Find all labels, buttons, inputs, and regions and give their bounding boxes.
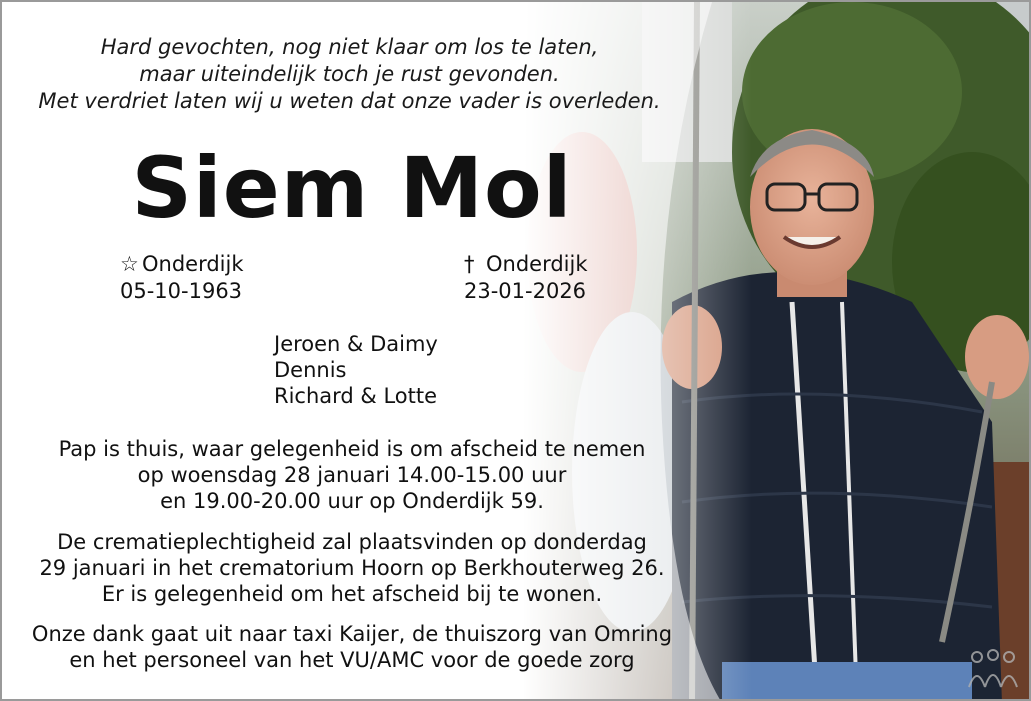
death-info xyxy=(464,251,588,305)
text-line: en 19.00-20.00 uur op Onderdijk 59. xyxy=(160,489,544,513)
text-line: Er is gelegenheid om het afscheid bij te wonen. xyxy=(101,582,603,606)
verse-line-2: maar uiteindelijk toch je rust gevonden. xyxy=(139,62,560,86)
text-line: en het personeel van het VU/AMC voor de goede zorg xyxy=(69,648,635,672)
verse-line-1: Hard gevochten, nog niet klaar om los te laten, xyxy=(100,35,599,59)
death-date: 23-01-2026 xyxy=(464,279,587,303)
verse xyxy=(22,34,677,115)
visitation-paragraph xyxy=(22,436,682,514)
death-place: Onderdijk xyxy=(486,252,588,276)
ceremony-paragraph xyxy=(22,529,682,607)
star-icon: ☆ xyxy=(120,252,139,276)
family-list xyxy=(274,331,438,409)
cross-icon: † xyxy=(464,252,475,276)
birth-date: 05-10-1963 xyxy=(120,279,243,303)
family-member: Richard & Lotte xyxy=(274,384,438,408)
text-line: 29 januari in het crematorium Hoorn op Berkhouterweg 26. xyxy=(39,556,665,580)
text-line: Onze dank gaat uit naar taxi Kaijer, de thuiszorg van Omring xyxy=(31,622,673,646)
family-member: Jeroen & Daimy xyxy=(274,332,438,356)
deceased-name: Siem Mol xyxy=(131,139,573,237)
family-logo-icon xyxy=(963,647,1023,691)
birth-info xyxy=(120,251,244,305)
text-line: op woensdag 28 januari 14.00-15.00 uur xyxy=(137,463,567,487)
family-member: Dennis xyxy=(274,358,347,382)
birth-place: Onderdijk xyxy=(142,252,244,276)
verse-line-3: Met verdriet laten wij u weten dat onze vader is overleden. xyxy=(38,89,661,113)
thanks-paragraph xyxy=(22,621,682,673)
text-line: Pap is thuis, waar gelegenheid is om afscheid te nemen xyxy=(58,437,646,461)
text-line: De crematieplechtigheid zal plaatsvinden op donderdag xyxy=(57,530,647,554)
